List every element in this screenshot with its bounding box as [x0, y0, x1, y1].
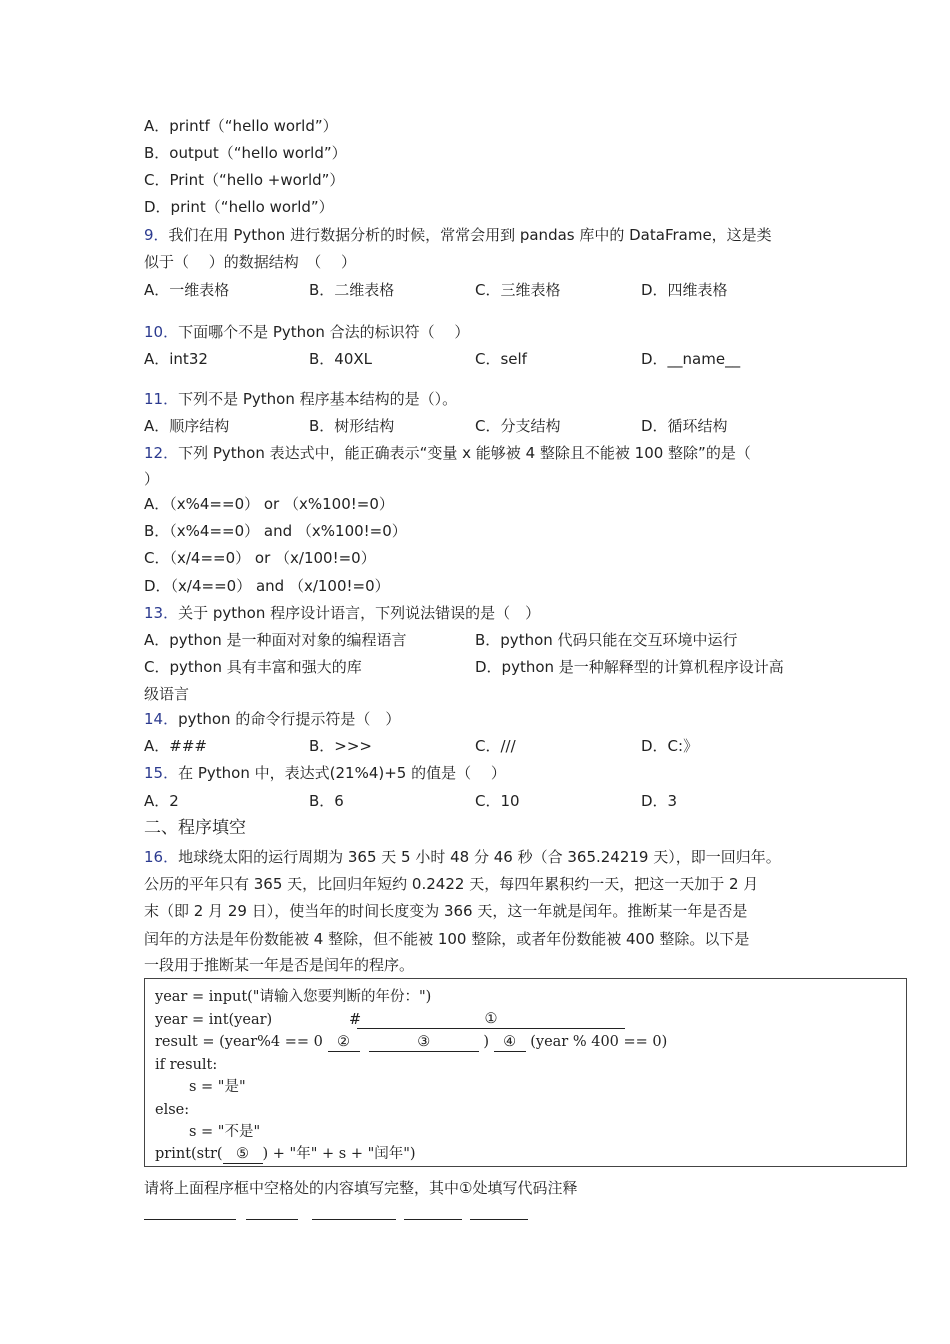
question-number: 13． — [144, 604, 179, 622]
code-text: ) — [483, 1034, 489, 1050]
q15-option-b: B．6 — [309, 792, 344, 810]
q8-option-a: A．printf（“hello world”） — [144, 117, 338, 135]
question-number: 12． — [144, 444, 179, 462]
q11-text: 下列不是 Python 程序基本结构的是（）。 — [178, 390, 458, 408]
question-number: 10． — [144, 323, 179, 341]
q10-option-d: D．__name__ — [641, 350, 741, 368]
q10-text: 下面哪个不是 Python 合法的标识符（ ） — [178, 323, 470, 341]
blank-2[interactable]: ② — [328, 1033, 360, 1052]
code-line-4: if result: — [155, 1057, 218, 1073]
q12-option-c: C．（x/4==0） or （x/100!=0） — [144, 549, 376, 567]
answer-line-2[interactable] — [246, 1219, 298, 1220]
q16-text-line: 公历的平年只有 365 天，比回归年短约 0.2422 天，每四年累积约一天，把这一天加于 2 月 — [144, 875, 759, 893]
question-number: 11． — [144, 390, 179, 408]
q14-option-a: A．### — [144, 737, 207, 755]
q9-question — [144, 225, 772, 245]
q14-question — [144, 709, 400, 729]
q12-option-b: B．（x%4==0） and （x%100!=0） — [144, 522, 407, 540]
section-heading: 二、程序填空 — [144, 818, 246, 838]
q16-question — [144, 847, 781, 867]
code-text: print(str( — [155, 1146, 223, 1162]
q13-text: 关于 python 程序设计语言，下列说法错误的是（ ） — [178, 604, 541, 622]
code-line-7: s = "不是" — [189, 1124, 261, 1140]
q10-option-a: A．int32 — [144, 350, 208, 368]
q13-question — [144, 603, 540, 623]
code-text: year = int(year) — [155, 1012, 273, 1028]
q16-text-line: 闰年的方法是年份数能被 4 整除，但不能被 100 整除，或者年份数能被 400 整除。以下是 — [144, 930, 750, 948]
blank-1[interactable]: ① — [357, 1010, 625, 1029]
q15-option-a: A．2 — [144, 792, 179, 810]
comment-hash: # — [349, 1012, 362, 1028]
q12-option-a: A．（x%4==0） or （x%100!=0） — [144, 495, 394, 513]
q16-text-line: 末（即 2 月 29 日），使当年的时间长度变为 366 天，这一年就是闰年。推断某一年是否是 — [144, 902, 748, 920]
q11-option-d: D．循环结构 — [641, 417, 728, 435]
code-line-3 — [155, 1032, 667, 1052]
code-line-8 — [155, 1144, 416, 1164]
q9-option-a: A．一维表格 — [144, 281, 230, 299]
question-number: 16． — [144, 848, 179, 866]
blank-5[interactable]: ⑤ — [223, 1145, 263, 1164]
q14-option-c: C．/// — [475, 737, 516, 755]
q13-option-c: C．python 具有丰富和强大的库 — [144, 658, 362, 676]
q16-text: 地球绕太阳的运行周期为 365 天 5 小时 48 分 46 秒（合 365.24219 天），即一回归年。 — [178, 848, 781, 866]
q8-option-d: D．print（“hello world”） — [144, 198, 334, 216]
q15-option-d: D．3 — [641, 792, 678, 810]
q12-text-cont: ） — [144, 470, 160, 488]
q10-option-b: B．40XL — [309, 350, 373, 368]
q9-option-d: D．四维表格 — [641, 281, 728, 299]
answer-line-4[interactable] — [404, 1219, 462, 1220]
q13-option-d: D．python 是一种解释型的计算机程序设计高 — [475, 658, 784, 676]
code-box — [144, 978, 907, 1167]
code-text: ) + "年" + s + "闰年") — [262, 1146, 416, 1162]
question-number: 9． — [144, 226, 169, 244]
q9-text: 我们在用 Python 进行数据分析的时候，常常会用到 pandas 库中的 DataFrame，这是类 — [168, 226, 772, 244]
question-number: 15． — [144, 764, 179, 782]
q11-option-b: B．树形结构 — [309, 417, 395, 435]
q9-option-c: C．三维表格 — [475, 281, 561, 299]
q10-option-c: C．self — [475, 350, 527, 368]
code-line-5: s = "是" — [189, 1079, 246, 1095]
q13-option-a: A．python 是一种面对对象的编程语言 — [144, 631, 407, 649]
q13-option-b: B．python 代码只能在交互环境中运行 — [475, 631, 738, 649]
q8-option-c: C．Print（“hello +world”） — [144, 171, 345, 189]
answer-line-5[interactable] — [470, 1219, 528, 1220]
q16-text-line: 一段用于推断某一年是否是闰年的程序。 — [144, 956, 415, 974]
blank-4[interactable]: ④ — [494, 1033, 526, 1052]
q14-text: python 的命令行提示符是（ ） — [178, 710, 401, 728]
code-line-2 — [155, 1010, 498, 1030]
q11-option-a: A．顺序结构 — [144, 417, 230, 435]
q8-option-b: B．output（“hello world”） — [144, 144, 347, 162]
q15-text: 在 Python 中，表达式(21%4)+5 的值是（ ） — [178, 764, 506, 782]
code-line-1: year = input("请输入您要判断的年份：") — [155, 989, 432, 1005]
code-text: (year % 400 == 0) — [530, 1034, 668, 1050]
q9-option-b: B．二维表格 — [309, 281, 395, 299]
q14-option-d: D．C:》 — [641, 737, 699, 755]
q11-question — [144, 389, 457, 409]
answer-line-1[interactable] — [144, 1219, 236, 1220]
q11-option-c: C．分支结构 — [475, 417, 561, 435]
q9-text-cont: 似于（ ）的数据结构 （ ） — [144, 253, 357, 271]
q10-question — [144, 322, 469, 342]
q12-question — [144, 443, 751, 463]
q12-text: 下列 Python 表达式中，能正确表示“变量 x 能够被 4 整除且不能被 100 整除”的是（ — [178, 444, 751, 462]
q14-option-b: B．>>> — [309, 737, 372, 755]
q13-option-d-cont: 级语言 — [144, 685, 190, 703]
code-line-6: else: — [155, 1102, 190, 1118]
question-number: 14． — [144, 710, 179, 728]
q16-instruction: 请将上面程序框中空格处的内容填写完整，其中①处填写代码注释 — [144, 1179, 578, 1197]
code-text: result = (year%4 == 0 — [155, 1034, 328, 1050]
q15-question — [144, 763, 506, 783]
blank-3[interactable]: ③ — [369, 1033, 479, 1052]
answer-line-3[interactable] — [312, 1219, 396, 1220]
q12-option-d: D．（x/4==0） and （x/100!=0） — [144, 577, 390, 595]
q15-option-c: C．10 — [475, 792, 520, 810]
